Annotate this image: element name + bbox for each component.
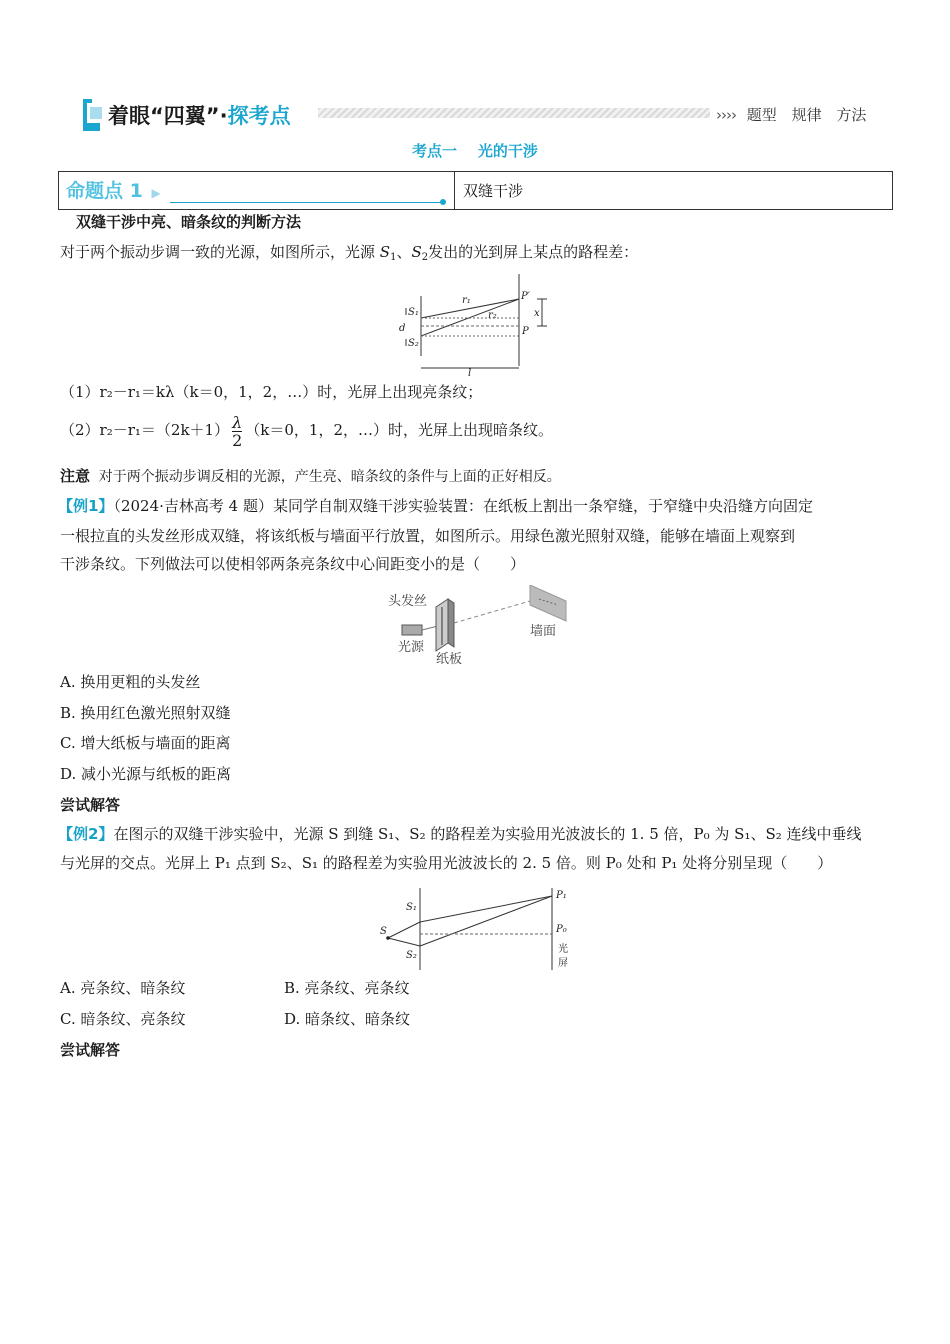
header-title	[108, 100, 291, 130]
label-hair: 头发丝	[388, 594, 428, 609]
example2-option-a: A. 亮条纹、暗条纹	[60, 979, 186, 997]
example2-option-d: D. 暗条纹、暗条纹	[284, 1010, 411, 1028]
svg-text:光: 光	[558, 944, 568, 955]
svg-text:d: d	[399, 323, 406, 334]
topic-box-divider	[454, 171, 455, 210]
double-slit-diagram-1	[392, 268, 564, 378]
example1-option-c: C. 增大纸板与墙面的距离	[60, 734, 231, 752]
label-board: 纸板	[436, 652, 463, 667]
header-tag-3: 方法	[836, 106, 867, 124]
example2-line-1: 【例2】在图示的双缝干涉实验中，光源 S 到缝 S₁、S₂ 的路程差为实验用光波波长的 1. 5 倍，P₀ 为 S₁、S₂ 连线中垂线	[58, 825, 862, 843]
example1-line-1: 【例1】（2024·吉林高考 4 题）某同学自制双缝干涉实验装置：在纸板上割出一条窄缝，于窄缝中央沿缝方向固定	[58, 497, 813, 515]
svg-text:S₂: S₂	[406, 950, 417, 961]
header-badge-icon	[80, 97, 104, 133]
play-arrow-icon: ▶	[151, 186, 161, 200]
svg-text:P₁: P₁	[556, 890, 567, 901]
example2-option-c: C. 暗条纹、亮条纹	[60, 1010, 186, 1028]
svg-text:S₂: S₂	[408, 338, 419, 349]
example1-option-b: B. 换用红色激光照射双缝	[60, 704, 231, 722]
svg-text:P′: P′	[521, 291, 530, 302]
note: 注意 对于两个振动步调反相的光源，产生亮、暗条纹的条件与上面的正好相反。	[60, 467, 561, 485]
header-tag-1: 题型	[746, 106, 777, 124]
method-heading: 双缝干涉中亮、暗条纹的判断方法	[76, 213, 302, 231]
svg-text:r₁: r₁	[462, 295, 471, 306]
topic-name: 双缝干涉	[463, 182, 524, 200]
topic-underline	[170, 202, 442, 203]
hair-slit-diagram	[384, 585, 584, 667]
topic-dot	[440, 199, 446, 205]
condition-bright: （1）r₂－r₁＝kλ（k＝0，1，2，…）时，光屏上出现亮条纹；	[60, 383, 483, 401]
example2-option-b: B. 亮条纹、亮条纹	[284, 979, 410, 997]
example1-try: 尝试解答	[60, 796, 121, 814]
svg-text:r₂: r₂	[488, 310, 497, 321]
lambda-half-fraction: $\frac{\lambda}{2}$	[232, 412, 243, 450]
example1-line-2: 一根拉直的头发丝形成双缝，将该纸板与墙面平行放置，如图所示。用绿色激光照射双缝，能够在墙面上观察到	[60, 527, 796, 545]
header-title-highlight: 探考点	[227, 104, 291, 128]
example1-line-3: 干涉条纹。下列做法可以使相邻两条亮条纹中心间距变小的是（ ）	[60, 555, 526, 573]
header-title-prefix: 着眼“四翼”·	[108, 104, 228, 128]
svg-text:S₁: S₁	[408, 307, 419, 318]
header-tag-2: 规律	[791, 106, 822, 124]
svg-text:P₀: P₀	[556, 924, 567, 935]
svg-text:l: l	[468, 368, 472, 378]
svg-text:S₁: S₁	[406, 902, 417, 913]
header-tags	[716, 104, 866, 125]
svg-text:S: S	[380, 926, 387, 937]
svg-text:屏: 屏	[558, 958, 568, 969]
topic-label: 命题点 1 ▶	[66, 180, 161, 202]
section-title: 考点一 光的干涉	[412, 142, 538, 160]
example1-option-a: A. 换用更粗的头发丝	[60, 673, 201, 691]
double-slit-diagram-2	[378, 884, 578, 974]
example2-line-2: 与光屏的交点。光屏上 P₁ 点到 S₂、S₁ 的路程差为实验用光波波长的 2. 5 倍。则 P₀ 处和 P₁ 处将分别呈现（ ）	[60, 854, 833, 872]
example1-option-d: D. 减小光源与纸板的距离	[60, 765, 232, 783]
condition-dark: （2）r₂－r₁＝（2k＋1） $\frac{\lambda}{2}$ （k＝0，1，2，…）时，光屏上出现暗条纹。	[60, 412, 554, 450]
label-source: 光源	[398, 640, 425, 655]
header-divider	[318, 108, 710, 118]
method-intro: 对于两个振动步调一致的光源，如图所示，光源 $S_1$、$S_2$发出的光到屏上某点的路程差：	[60, 243, 639, 263]
header-arrows: ››››	[716, 106, 736, 124]
fig2-labels	[380, 890, 568, 969]
svg-text:x: x	[534, 308, 540, 319]
svg-text:P: P	[522, 326, 529, 337]
example2-try: 尝试解答	[60, 1041, 121, 1059]
label-wall: 墙面	[530, 624, 557, 639]
